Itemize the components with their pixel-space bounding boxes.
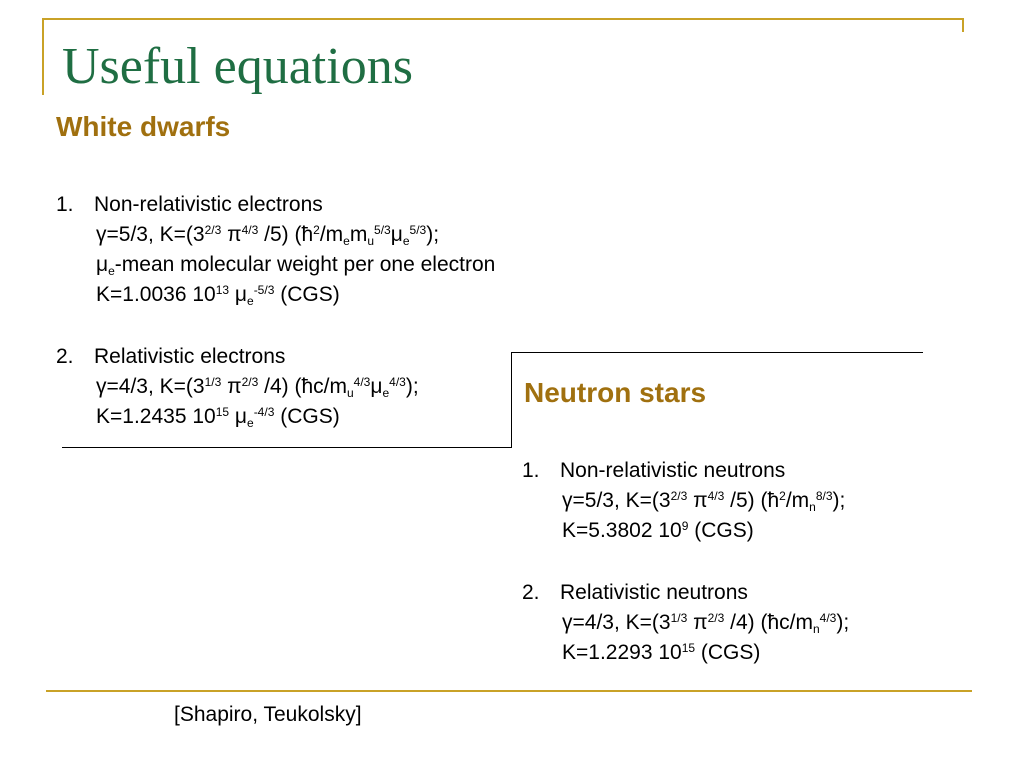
white-dwarf-box-bottom-border (62, 447, 512, 448)
neutron-stars-heading: Neutron stars (524, 377, 707, 408)
ns-item-1-number: 1. (522, 459, 540, 482)
ns-item-1-title: Non-relativistic neutrons (560, 459, 786, 482)
wd-item-1-k-value: K=1.0036 $10^{13}$ $\mu_e^{-5/3}$ (CGS) (96, 283, 340, 308)
white-dwarfs-section (56, 190, 495, 432)
citation: [Shapiro, Teukolsky] (174, 703, 362, 726)
wd-item-1-mu-definition: $\mu_e$-mean molecular weight per one electron (96, 253, 496, 278)
accent-top-end-tick (962, 18, 964, 32)
wd-item-1-title: Non-relativistic electrons (94, 193, 323, 216)
ns-item-1-title-row (522, 456, 849, 486)
white-dwarfs-heading: White dwarfs (56, 111, 231, 142)
neutron-box-left-border (511, 352, 512, 448)
wd-item-1-title-row (56, 190, 495, 220)
wd-item-1-equation: γ=5/3, $K=(3^{2/3}$ $\pi^{4/3}$ /5) $(ħ^2/m_em_u^{5/3}\mu_e^{5/3})$; (96, 223, 440, 248)
accent-top-line (42, 18, 964, 20)
ns-item-2-title-row (522, 578, 849, 608)
slide-title: Useful equations (62, 38, 413, 95)
neutron-stars-section (522, 456, 849, 668)
ns-item-1-k-value: K=5.3802 $10^9$ (CGS) (562, 519, 754, 542)
wd-item-2-title: Relativistic electrons (94, 345, 286, 368)
ns-item-1-equation: γ=5/3, $K=(3^{2/3}$ $\pi^{4/3}$ /5) $(ħ^2/m_n^{8/3})$; (562, 489, 846, 514)
ns-item-2-title: Relativistic neutrons (560, 581, 748, 604)
wd-item-2-title-row (56, 342, 495, 372)
wd-item-1-number: 1. (56, 193, 74, 216)
ns-item-2-number: 2. (522, 581, 540, 604)
footer-rule (46, 690, 972, 692)
ns-item-2-k-value: K=1.2293 $10^{15}$ (CGS) (562, 641, 761, 664)
ns-item-2-equation: γ=4/3, $K=(3^{1/3}$ $\pi^{2/3}$ /4) $(ħc/m_n^{4/3})$; (562, 611, 850, 636)
accent-vertical-line (42, 18, 44, 95)
wd-item-2-k-value: K=1.2435 $10^{15}$ $\mu_e^{-4/3}$ (CGS) (96, 405, 340, 430)
wd-item-2-number: 2. (56, 345, 74, 368)
wd-item-2-equation: γ=4/3, $K=(3^{1/3}$ $\pi^{2/3}$ /4) $(ħc/m_u^{4/3}\mu_e^{4/3})$; (96, 375, 419, 400)
neutron-box-top-border (511, 352, 923, 353)
